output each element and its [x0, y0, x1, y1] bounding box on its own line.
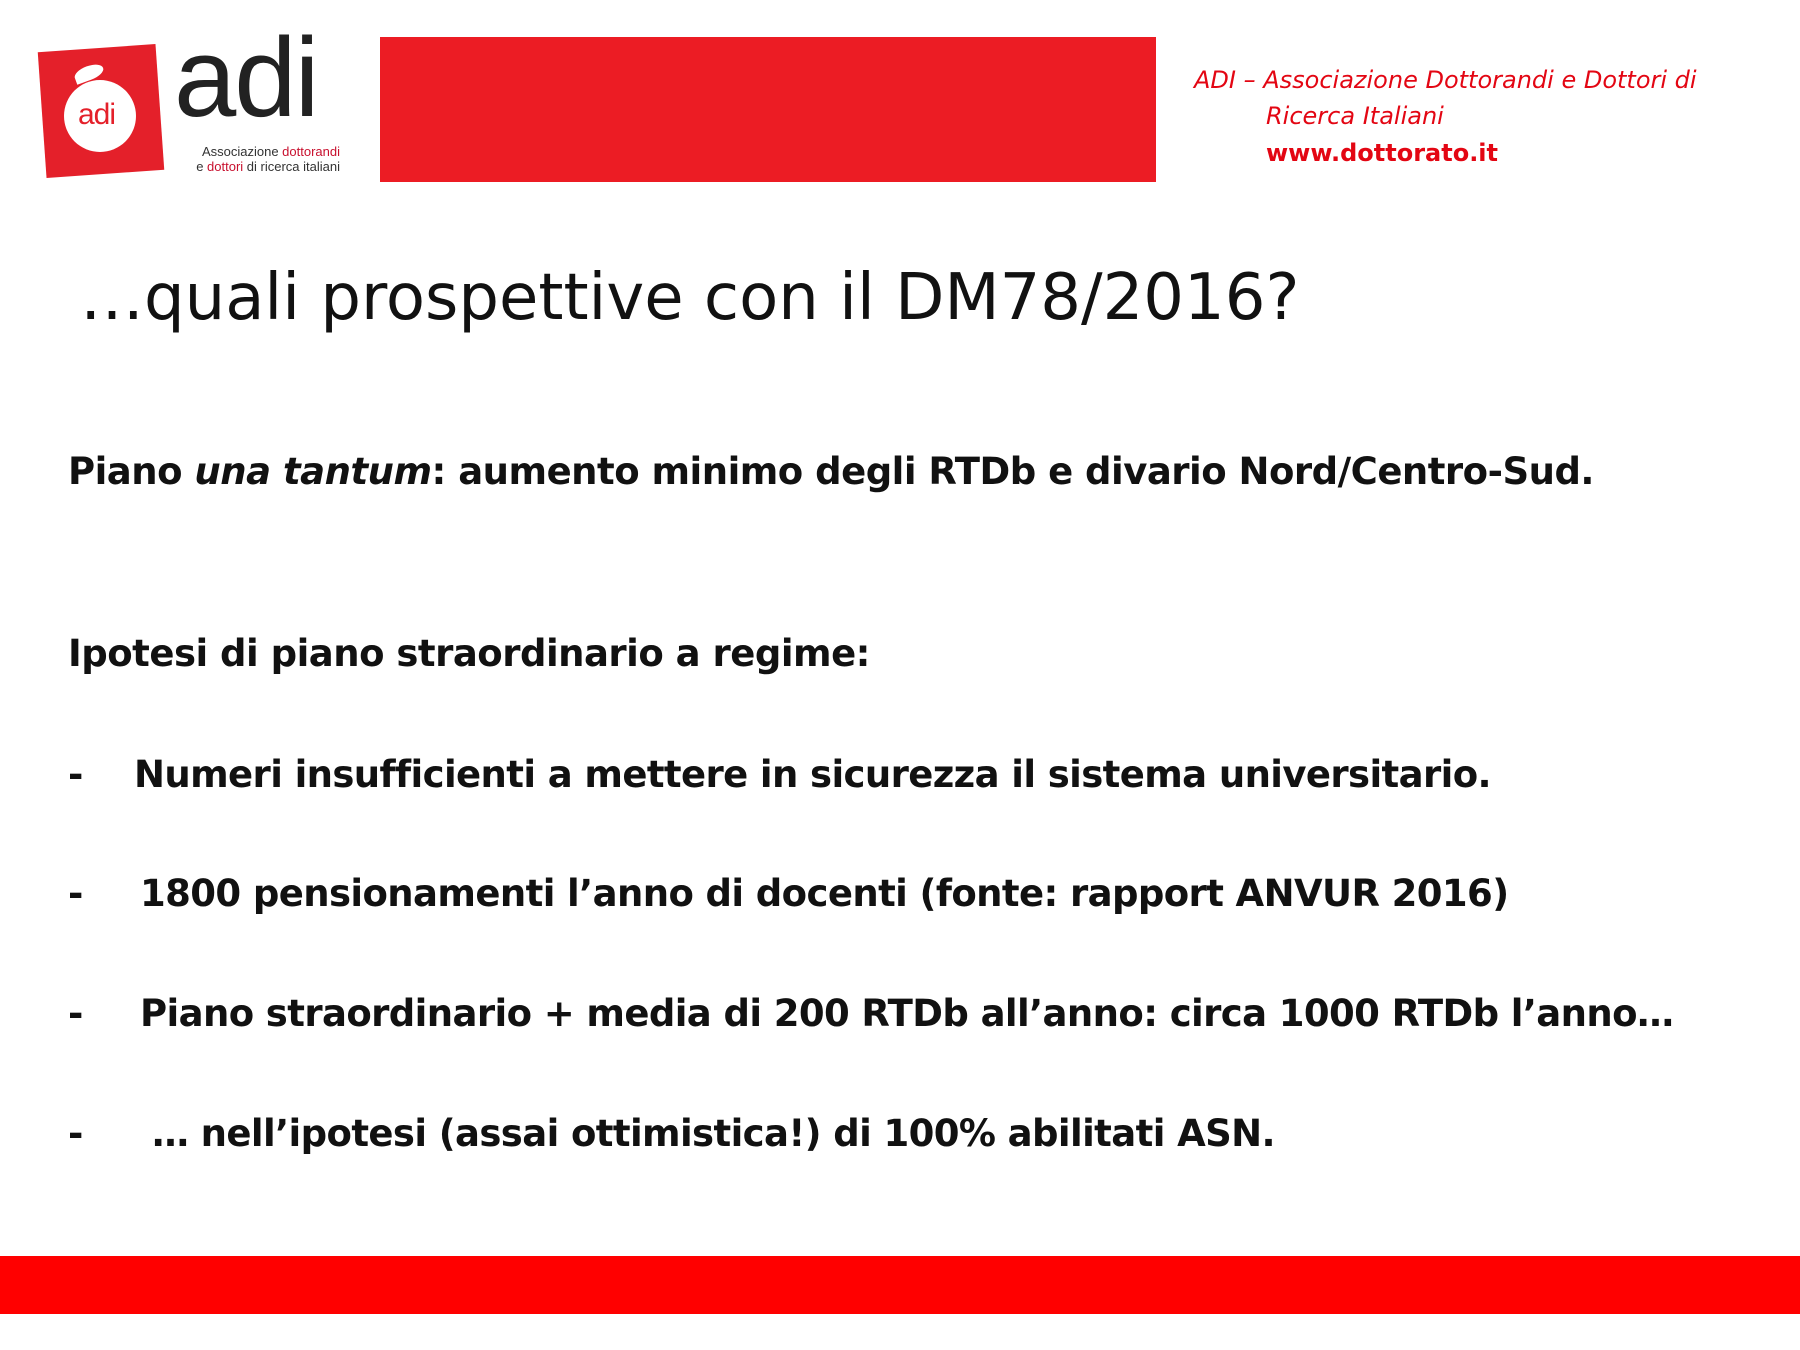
header-red-banner: [380, 37, 1156, 182]
bullet-marker: -: [68, 992, 84, 1035]
footer-red-bar: [0, 1256, 1800, 1314]
intro-paragraph: [68, 450, 1594, 493]
bullet-text: 1800 pensionamenti l’anno di docenti (fonte: rapport ANVUR 2016): [140, 872, 1509, 915]
intro-italic: una tantum: [194, 450, 432, 493]
logo-subtitle-part: e: [196, 159, 208, 174]
bullet-marker: -: [68, 1112, 84, 1155]
intro-suffix: : aumento minimo degli RTDb e divario Nord/Centro-Sud.: [431, 450, 1594, 493]
logo-subtitle-part: di ricerca italiani: [243, 159, 340, 174]
logo-icon-label: adi: [78, 98, 116, 131]
bullet-text: Numeri insufficienti a mettere in sicurezza il sistema universitario.: [134, 753, 1492, 796]
logo-subtitle: [170, 144, 340, 174]
org-name-line1: ADI – Associazione Dottorandi e Dottori di: [1194, 66, 1697, 94]
adi-logo: [38, 15, 340, 190]
logo-subtitle-part: Associazione: [201, 144, 283, 159]
list-item: [68, 1112, 1275, 1155]
bullet-text: Piano straordinario + media di 200 RTDb all’anno: circa 1000 RTDb l’anno…: [140, 992, 1674, 1035]
bullet-text: … nell’ipotesi (assai ottimistica!) di 100% abilitati ASN.: [152, 1112, 1275, 1155]
list-item: [68, 872, 1509, 915]
slide-title: …quali prospettive con il DM78/2016?: [80, 261, 1300, 335]
intro-prefix: Piano: [68, 450, 195, 493]
logo-subtitle-highlight: dottorandi: [282, 144, 340, 159]
subheading: Ipotesi di piano straordinario a regime:: [68, 632, 870, 675]
org-website-link[interactable]: www.dottorato.it: [1266, 139, 1499, 167]
bullet-marker: -: [68, 753, 84, 796]
logo-subtitle-highlight: dottori: [207, 159, 244, 174]
organization-info: [1194, 62, 1754, 172]
logo-wordmark: adi: [174, 15, 318, 140]
list-item: [68, 992, 1673, 1035]
list-item: [68, 753, 1491, 796]
bullet-marker: -: [68, 872, 84, 915]
org-name-line2: Ricerca Italiani: [1266, 102, 1444, 130]
